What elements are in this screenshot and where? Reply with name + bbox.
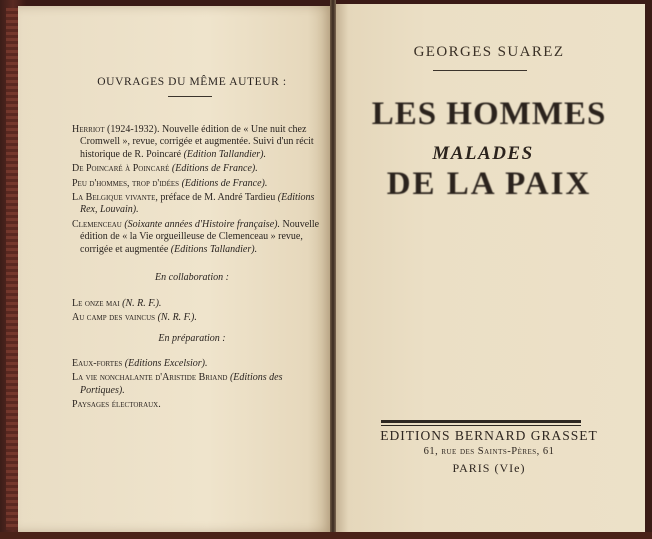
- work-entry: La vie nonchalante d'Aristide Briand (Editions des Portiques).: [72, 372, 283, 396]
- publisher-address: 61, rue des Saints-Pères, 61: [423, 446, 555, 457]
- cover-edge: [645, 0, 652, 539]
- work-entry: La Belgique vivante, préface de M. André Tardieu (Editions Rex, Louvain).: [72, 192, 315, 216]
- collaboration-list: [72, 298, 322, 327]
- title-line-3: DE LA PAIX: [386, 166, 592, 202]
- book-gutter: [330, 0, 336, 539]
- title-line-1: LES HOMMES: [371, 96, 607, 132]
- header-rule: [168, 96, 212, 97]
- spine-edge: [6, 8, 18, 530]
- preparation-list: [72, 358, 322, 414]
- publisher-rule-thick: [381, 420, 581, 423]
- work-entry: Clemenceau (Soixante années d'Histoire française). Nouvelle édition de « la Vie orgueilleuse de Clemenceau » revue, corrigée et augmentée (Editions Tallandier).: [72, 218, 320, 255]
- preparation-title: En préparation :: [158, 333, 226, 344]
- work-entry: Paysages électoraux.: [72, 399, 161, 411]
- work-entry: Au camp des vaincus (N. R. F.).: [72, 312, 197, 324]
- title-line-2: MALADES: [432, 143, 534, 164]
- work-entry: De Poincaré à Poincaré (Editions de France).: [72, 163, 258, 175]
- works-header: OUVRAGES DU MÊME AUTEUR :: [97, 76, 287, 88]
- author-name: GEORGES SUAREZ: [413, 44, 565, 60]
- publisher-name: EDITIONS BERNARD GRASSET: [380, 428, 598, 443]
- author-rule: [433, 70, 527, 71]
- work-entry: Le onze mai (N. R. F.).: [72, 298, 162, 309]
- work-entry: Herriot (1924-1932). Nouvelle édition de « Une nuit chez Cromwell », revue, corrigée et augmentée. Suivi d'un récit historique de R. Poincaré (Edition Tallandier).: [72, 124, 314, 160]
- cover-bottom: [0, 532, 652, 539]
- publisher-city: PARIS (VIe): [452, 461, 526, 475]
- collaboration-title: En collaboration :: [155, 272, 229, 283]
- work-entry: Eaux-fortes (Editions Excelsior).: [72, 358, 208, 369]
- publisher-rule-thin: [381, 425, 581, 426]
- work-entry: Peu d'hommes, trop d'idées (Editions de France).: [72, 177, 268, 189]
- works-list: [72, 124, 322, 258]
